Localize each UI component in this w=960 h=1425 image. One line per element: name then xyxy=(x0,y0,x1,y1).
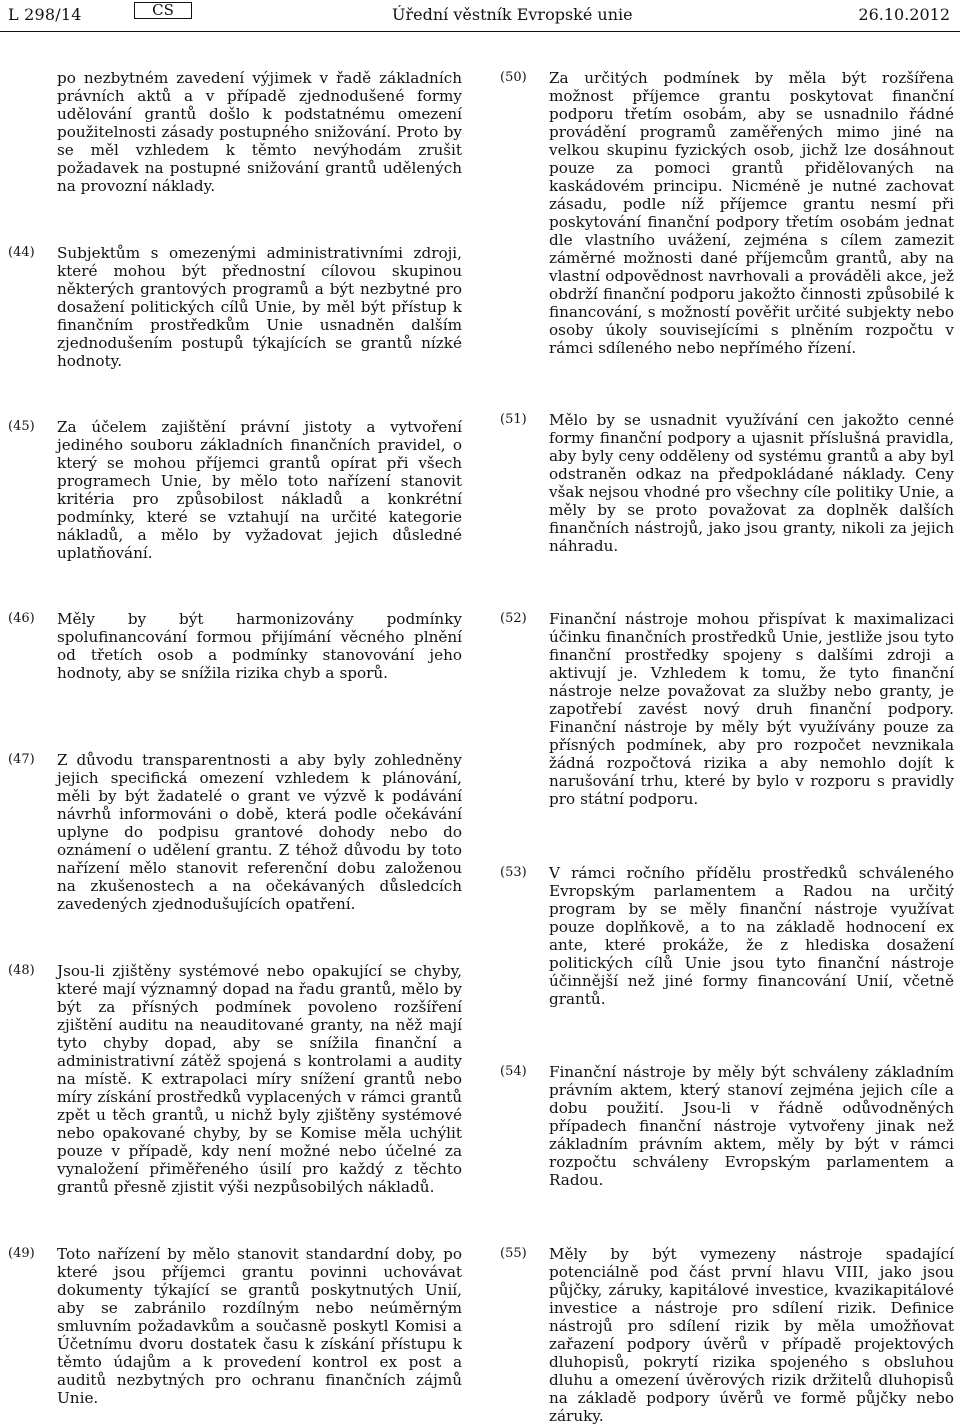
page-header xyxy=(0,0,960,30)
recital-number: (44) xyxy=(8,245,35,260)
recital-number: (47) xyxy=(8,752,35,767)
recital-text: V rámci ročního přídělu prostředků schváleného Evropským parlamentem a Radou na určitý program by se měly finanční nástroje využívat pouze doplňkově, a to na základě hodnocení ex ante, které prokáže, že z hlediska dosažení politických cílů Unie jsou tyto finanční nástroje účinnější než jiné formy financování Unií, včetně grantů. xyxy=(549,864,954,1008)
continued-recital-text: po nezbytném zavedení výjimek v řadě základních právních aktů a v případě zjednodušené formy udělování grantů došlo k podstatnému omezení použitelnosti zásady postupného snižování. Proto by se měl vzhledem k těmto nevýhodám zrušit požadavek na postupné snižování grantů udělených na provozní náklady. xyxy=(57,69,462,195)
recital-text: Mělo by se usnadnit využívání cen jakožto cenné formy finanční podpory a ujasnit příslušná pravidla, aby byly ceny odděleny od systému grantů a aby byl odstraněn odkaz na předpokládané náklady. Ceny však nejsou vhodné pro všechny cíle politiky Unie, a měly by se proto považovat za doplněk dalších finančních nástrojů, jako jsou granty, nikoli za jejich náhradu. xyxy=(549,411,954,555)
header-divider xyxy=(0,31,960,32)
recital-number: (52) xyxy=(500,611,527,626)
publication-date: 26.10.2012 xyxy=(858,5,950,24)
recital-number: (50) xyxy=(500,70,527,85)
recital-text: Měly by být harmonizovány podmínky spolufinancování formou přijímání věcného plnění od třetích osob a podmínky stanovování jeho hodnoty, aby se snížila rizika chyb a sporů. xyxy=(57,610,462,682)
recital-text: Z důvodu transparentnosti a aby byly zohledněny jejich specifická omezení vzhledem k plánování, měli by být žadatelé o grant ve výzvě k podávání návrhů informováni o době, která podle očekávání uplyne do podpisu grantové dohody nebo do oznámení o udělení grantu. Z téhož důvodu by toto nařízení mělo stanovit referenční dobu založenou na zkušenostech a na očekávaných důsledcích zavedených zjednodušujících opatření. xyxy=(57,751,462,913)
recital-number: (53) xyxy=(500,865,527,880)
recital-number: (49) xyxy=(8,1246,35,1261)
journal-title: Úřední věstník Evropské unie xyxy=(392,5,633,24)
recital-text: Toto nařízení by mělo stanovit standardní doby, po které jsou příjemci grantu povinni uchovávat dokumenty týkající se grantů poskytnutých Unií, aby se zabránilo rozdílným nebo neúměrným smluvním požadavkům a současně poskytl Komisi a Účetnímu dvoru dostatek času k získání přístupu k těmto údajům a k provedení kontrol ex post a auditů nezbytných pro ochranu finančních zájmů Unie. xyxy=(57,1245,462,1407)
recital-number: (55) xyxy=(500,1246,527,1261)
recital-text: Za určitých podmínek by měla být rozšířena možnost příjemce grantu poskytovat finanční podporu třetím osobám, aby se usnadnilo řádné provádění programů zaměřených mimo jiné na velkou skupinu fyzických osob, jichž lze dosáhnout pouze za pomoci grantů přidělovaných na kaskádovém principu. Nicméně je nutné zachovat zásadu, podle níž příjemce grantu nesmí při poskytování finanční podpory třetím osobám jednat dle vlastního uvážení, zejména s cílem zamezit záměrné možnosti dané příjemcům grantů, aby na vlastní odpovědnost navrhovali a prováděli akce, jež obdrží finanční podporu jakožto činnosti způsobilé k financování, s možností pověřit určité subjekty nebo osoby úkoly souvisejícími s plněním rozpočtu v rámci sdíleného nebo nepřímého řízení. xyxy=(549,69,954,357)
recital-text: Jsou-li zjištěny systémové nebo opakující se chyby, které mají významný dopad na řadu grantů, mělo by být za přísných podmínek povoleno rozšíření zjištění auditu na neauditované granty, na něž mají tyto chyby dopad, aby se snížila finanční a administrativní zátěž spojená s kontrolami a audity na místě. K extrapolaci míry snížení grantů nebo míry získání prostředků vyplacených v rámci grantů zpět u těch grantů, u nichž byly zjištěny systémové nebo opakované chyby, by se Komise měla uchýlit pouze v případě, kdy není možné nebo účelné za vynaložení přiměřeného úsilí pro každý z těchto grantů přesně zjistit výši nezpůsobilých nákladů. xyxy=(57,962,462,1196)
recital-number: (51) xyxy=(500,412,527,427)
journal-reference: L 298/14 xyxy=(8,5,82,24)
language-code-badge: CS xyxy=(134,2,192,19)
recital-number: (46) xyxy=(8,611,35,626)
recital-text: Za účelem zajištění právní jistoty a vytvoření jediného souboru základních finančních pravidel, o který se mohou příjemci grantů opírat při všech programech Unie, by mělo toto nařízení stanovit kritéria pro způsobilost nákladů a konkrétní podmínky, které se vztahují na určité kategorie nákladů, a mělo by vyžadovat jejich důsledné uplatňování. xyxy=(57,418,462,562)
recital-number: (48) xyxy=(8,963,35,978)
recital-number: (54) xyxy=(500,1064,527,1079)
recital-number: (45) xyxy=(8,419,35,434)
recital-text: Měly by být vymezeny nástroje spadající potenciálně pod část první hlavu VIII, jako jsou půjčky, záruky, kapitálové investice, kvazikapitálové investice a nástroje pro sdílení rizik. Definice nástrojů pro sdílení rizik by měla umožňovat zařazení podpory úvěrů v případě projektových dluhopisů, pokrytí rizika spojeného s obsluhou dluhu a omezení úvěrových rizik držitelů dluhopisů na základě podpory úvěrů ve formě půjčky nebo záruky. xyxy=(549,1245,954,1425)
recital-text: Finanční nástroje by měly být schváleny základním právním aktem, který stanoví zejména jejich cíle a dobu použití. Jsou-li v řádně odůvodněných případech finanční nástroje vytvořeny jinak než základním právním aktem, měly by být v rámci rozpočtu schváleny Evropským parlamentem a Radou. xyxy=(549,1063,954,1189)
recital-text: Subjektům s omezenými administrativními zdroji, které mohou být přednostní cílovou skupinou některých grantových programů a být nezbytné pro dosažení politických cílů Unie, by měl být přístup k finančním prostředkům Unie usnadněn dalším zjednodušením postupů týkajících se grantů nízké hodnoty. xyxy=(57,244,462,370)
recital-text: Finanční nástroje mohou přispívat k maximalizaci účinku finančních prostředků Unie, jestliže jsou tyto finanční prostředky spojeny s dalšími zdroji a aktivují je. Vzhledem k tomu, že tyto finanční nástroje nelze považovat za služby nebo granty, je zapotřebí zavést nový druh finanční podpory. Finanční nástroje by měly být využívány pouze za přísných podmínek, aby pro rozpočet nevznikala žádná rozpočtová rizika a aby nemohlo dojít k narušování trhu, které by bylo v rozporu s pravidly pro státní podporu. xyxy=(549,610,954,808)
